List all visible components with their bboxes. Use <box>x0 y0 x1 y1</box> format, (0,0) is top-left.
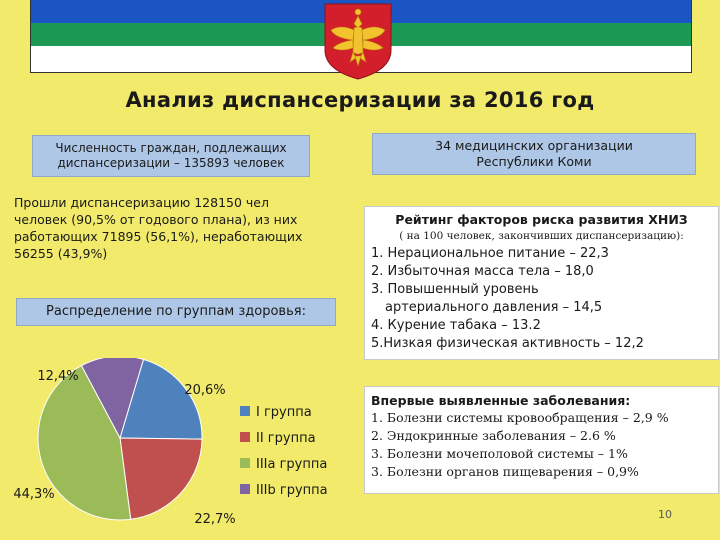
disease-item: 3. Болезни мочеполовой системы – 1% <box>371 446 628 461</box>
legend-swatch <box>240 432 250 442</box>
citizens-line-2: диспансеризации – 135893 человек <box>57 156 285 170</box>
legend-swatch <box>240 484 250 494</box>
page-title: Анализ диспансеризации за 2016 год <box>125 88 595 112</box>
passed-line: Прошли диспансеризацию 128150 чел <box>14 195 269 210</box>
risk-factors-box <box>364 206 719 360</box>
risk-factor-item: 5.Низкая физическая активность – 12,2 <box>371 336 644 351</box>
risk-factor-item: 4. Курение табака – 13.2 <box>371 318 541 333</box>
pie-data-label: 22,7% <box>194 512 236 527</box>
pie-data-label: 20,6% <box>184 383 226 398</box>
risk-factors-title: Рейтинг факторов риска развития ХНИЗ <box>395 212 688 227</box>
orgs-line-1: 34 медицинских организации <box>435 138 633 153</box>
page-number: 10 <box>658 508 672 521</box>
legend-swatch <box>240 458 250 468</box>
pie-slice <box>120 438 202 519</box>
new-diseases-title: Впервые выявленные заболевания: <box>371 393 631 408</box>
legend-label: IIIb группа <box>256 483 328 498</box>
passed-line: работающих 71895 (56,1%), неработающих <box>14 229 303 244</box>
pie-data-label: 12,4% <box>37 369 79 384</box>
komi-coat-of-arms-icon <box>323 0 393 80</box>
risk-factor-item: 2. Избыточная масса тела – 18,0 <box>371 264 594 279</box>
health-groups-pie-chart <box>0 358 360 540</box>
medical-orgs-box <box>372 133 696 175</box>
risk-factor-item: 3. Повышенный уровень <box>371 282 539 297</box>
legend-label: I группа <box>256 405 312 420</box>
legend-label: II группа <box>256 431 316 446</box>
risk-factors-subtitle: ( на 100 человек, закончивших диспансеризацию): <box>399 230 684 242</box>
disease-item: 2. Эндокринные заболевания – 2.6 % <box>371 428 616 443</box>
legend-label: IIIа группа <box>256 457 328 472</box>
risk-factor-item: 1. Нерациональное питание – 22,3 <box>371 246 609 261</box>
health-groups-heading: Распределение по группам здоровья: <box>16 298 336 326</box>
new-diseases-box <box>364 386 719 494</box>
citizens-line-1: Численность граждан, подлежащих <box>55 141 287 155</box>
pie-data-label: 44,3% <box>13 487 55 502</box>
citizens-count-box <box>32 135 310 177</box>
passed-line: человек (90,5% от годового плана), из них <box>14 212 298 227</box>
passed-examination-text <box>14 194 324 262</box>
passed-line: 56255 (43,9%) <box>14 246 108 261</box>
risk-factor-item: артериального давления – 14,5 <box>385 300 603 315</box>
disease-item: 3. Болезни органов пищеварения – 0,9% <box>371 464 639 479</box>
disease-item: 1. Болезни системы кровообращения – 2,9 % <box>371 410 669 425</box>
orgs-line-2: Республики Коми <box>476 154 592 169</box>
legend-swatch <box>240 406 250 416</box>
